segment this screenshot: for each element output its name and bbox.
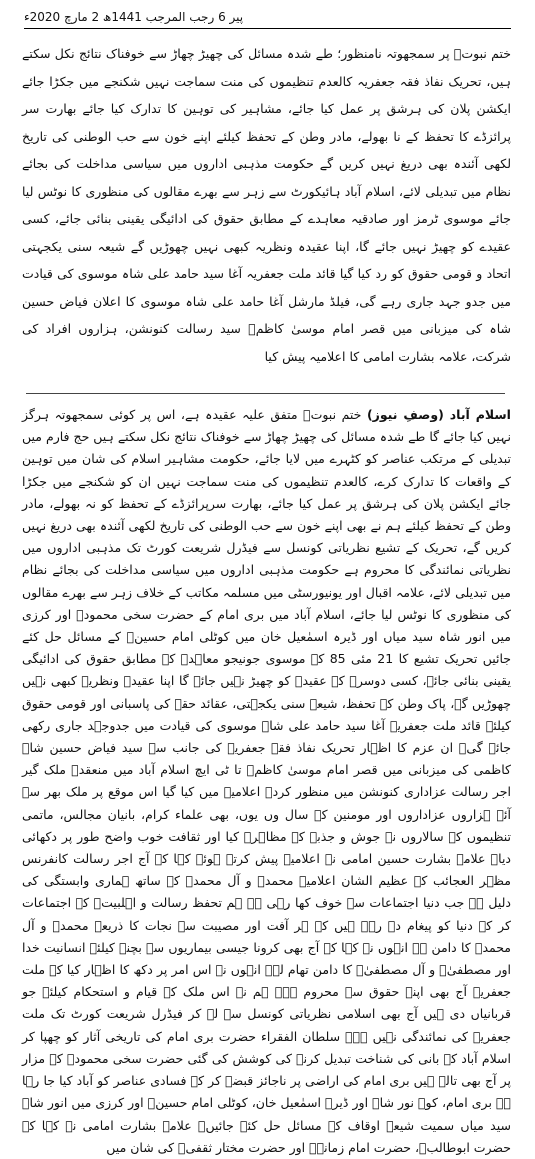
article-text: ختم نبوتؐ متفق علیہ عقیدہ ہے، اس پر کوئی سمجھوتہ ہرگز نہیں کیا جائے گا طے شدہ مسائل کی چھیڑ چھاڑ سے خوفناک نتائج نکل سکتے ہیں حج فارم میں تبدیلی کے مرتکب عناصر کو کٹہرے میں لایا جائے، حکومت مشاہیر اسلام کی شان میں توہین کے واقعات کا تدارک کرے، کالعدم تنظیموں کی منت سماجت نہیں ان کو شکنجے میں جکڑا جائے ایکشن پلان کی ہرشق پر عمل کیا جائے، بھارت سرپرائزڈے کے تحفظ کو نہ بھولے، مادر وطن کے تحفظ کیلئے ہم نے بھی اپنے خون سے حب الوطنی کی تاریخ لکھی آئندہ بھی دریغ نہیں کریں گے، تحریک کے تشیع نظریاتی کونسل سے فیڈرل شریعت کورٹ تک مذہبی اداروں میں نظریاتی نمائندگی کا محروم ہے حکومت مذہبی اداروں میں سیاسی مداخلت کی بجائے نظام میں تبدیلی لائے، علامہ اقبال اور یونیورسٹی میں مسلمہ مکاتب کے خلاف زہر سے بھرے مقالوں کی منظوری کا نوٹس لیا جائے، اسلام آباد میں بری امام کے حضرت سخی محمودؒ اور کرزی میں انور شاہ سید میاں اور ڈیرہ اسمٰعیل خان میں کوٹلی امام حسینؑ کے مسائل حل کئے جائیں تحریک تشیع کا 21 مئی 85 کے موسوی جونیجو معاہدے کے مطابق حقوق کی ادائیگی یقینی بنائی جائے، کسی دوسرے کے عقیدے کو چھیڑ نہیں جائے گا اپنا عقیدہ ونظریہ کبھی نہیں چھوڑیں گے، پاک وطن کے تحفظ، شیعہ سنی یکجہتی، عقائد حقہ کی پاسبانی اور قومی حقوق کیلئے قائد ملت جعفریہ آغا سید حامد علی شاہ موسوی کی قیادت میں جدوجہد جاری رکھی جائے گی۔ ان عزم کا اظہار تحریک نفاذ فقہ جعفریہ کی جانب سے سید فیاض حسین شاہ کاظمی کی میزبانی میں قصر امام موسیٰ کاظمؑ تا ٹی ایچ اسلام آباد میں منعقدہ ملک گیر اجر رسالت عزاداری کنونشن میں منظور کردہ اعلامیہ میں کیا گیا اس موقع پر ملک بھر سے آئے ہزاروں عزاداروں اور مومنین کے سال وں یوں، بھی علماء کرام، بانیان مجالس، ماتمی تنظیموں کے سالاروں نے جوش و جذبے کے مظاہرہ کیا اور ثقافت خوب واضح طور پر دکھائی دیا۔ علامہ بشارت حسین امامی نے اعلامیہ پیش کرتے ہوئے کہا کہ آج اجر رسالت کانفرنس مظہر العجائب کے عظیم الشان اعلامیہ محمدؐ و آل محمدؐ کے ساتھ ہماری وابستگی کی دلیل ہے جب دنیا اجتماعات سے خوف کھا رہی ہے ہم تحفظ رسالت و اہلبیتؑ کے اجتماعات کر کے دنیا کو پیغام دے رہے ہیں کہ ہر آفت اور مصیبت سے نجات کا ذریعہ محمدؐ و آل محمدؐ کا دامن ہے انہوں نے کہا کہ آج بھی کرونا جیسی بیماریوں سے بچنے کیلئے انسانیت خدا اور مصطفیٰؐ و آل مصطفیٰؐ کا دامن تھام لے۔ انہوں نے اس امر پر دکھ کا اظہار کیا کہ ملت جعفریہ آج بھی اپنے حقوق سے محروم ہے۔ ہم نے اس ملک کے قیام و استحکام کیلئے جو قربانیاں دی ہیں آج بھی اسلامی نظریاتی کونسل سے لے کر فیڈرل شریعت کورٹ تک ملت جعفریہ کی نمائندگی نہیں ہے۔ سلطان الفقراء حضرت بری امام کی تاریخی آثار کو چھپا کر اسلام آباد کے بانی کی شناخت تبدیل کرنے کی کوشش کی گئی حضرت سخی محمودؒ کے مزار پر آج بھی تالے ہیں بری امام کی اراضی پر ناجائز قبضے کر کے فسادی عناصر کو آباد کیا جا رہا ہے بری امام، کوہ نور شاہ اور ڈیرہ اسمٰعیل خان، کوٹلی امام حسینؑ اور کرزی میں انور شاہ سید میاں سمیت شیعہ اوقاف کے مسائل حل کئے جائیں۔ علامہ بشارت امامی نے کہا کہ حضرت ابوطالبؑ، حضرت امام زمانہؑ اور حضرت مختار ثقفیؒ کی شان میں xyxy=(22,407,512,1155)
article-body xyxy=(22,404,512,1155)
date-header xyxy=(24,6,511,29)
section-divider xyxy=(26,393,505,394)
date-line: پیر 6 رجب المرجب 1441ھ 2 مارچ 2020ء xyxy=(24,10,244,24)
summary-text: ختم نبوتؐ پر سمجھوتہ نامنظور؛ طے شدہ مسائل کی چھیڑ چھاڑ سے خوفناک نتائج نکل سکتے ہیں، تحریک نفاذ فقہ جعفریہ کالعدم تنظیموں کی منت سماجت نہیں شکنجے میں جکڑا جائے ایکشن پلان کی ہرشق پر عمل کیا جائے، مشاہیر کی توہین کا تدارک کیا جائے بھارت سر پرائزڈے کا تحفظ کے نا بھولے، مادر وطن کے تحفظ کیلئے اپنے خون سے حب الوطنی کی تاریخ لکھی آئندہ بھی دریغ نہیں کریں گے حکومت مذہبی اداروں میں سیاسی مداخلت کی بجائے نظام میں تبدیلی لائے، اسلام آباد ہائیکورٹ سے زہر سے بھرے مقالوں کی منظوری کا نوٹس لیا جائے موسوی ٹرمز اور صادقیہ معاہدے کے مطابق حقوق کی ادائیگی یقینی بنائی جائے، کسی عقیدے کو چھیڑ نہیں جائے گا، اپنا عقیدہ ونظریہ کبھی نہیں چھوڑیں گے شیعہ سنی یکجہتی اتحاد و قومی حقوق کو رد کیا گیا قائد ملت جعفریہ آغا سید حامد علی شاہ موسوی کی قیادت میں جدو جہد جاری رہے گی، فیلڈ مارشل آغا حامد علی شاہ موسوی کا اعلان فیاض حسین شاہ کی میزبانی میں قصر امام موسیٰ کاظمؑ سید رسالت کنونشن، ہزاروں افراد کی شرکت، علامہ بشارت امامی کا اعلامیہ پیش کیا xyxy=(22,46,511,364)
article-paragraph xyxy=(22,404,511,1159)
headline-summary xyxy=(22,40,511,388)
article-dateline: اسلام آباد (وصفِ نیوز) xyxy=(366,407,511,422)
